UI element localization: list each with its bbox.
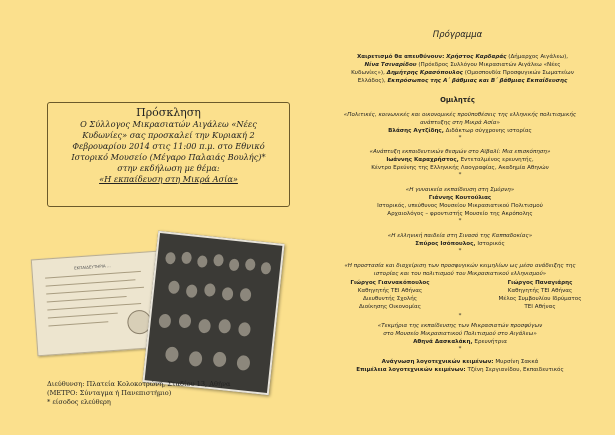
welcome-role: (Δήμαρχος Αιγάλεω), [508, 54, 569, 60]
welcome-section [320, 53, 605, 85]
talk-title: «Ανάπτυξη εκπαιδευτικών θεσμών στο Αϊβαλί: Μια επισκόπηση» [369, 149, 551, 155]
separator-star: * [458, 218, 462, 224]
talk [310, 186, 610, 224]
speaker-name: Βλάσης Αγτζίδης, [388, 128, 444, 134]
talk [310, 148, 610, 178]
invitation-title: Πρόσκληση [136, 106, 201, 119]
metro-line: (ΜΕΤΡΟ: Σύνταγμα ή Πανεπιστήμιο) [47, 389, 172, 397]
invitation-box [47, 102, 290, 207]
speaker-name: Γιώργος Παναγιάρης [507, 280, 573, 286]
speaker-role: Ιστορικός, υπεύθυνος Μουσείου Μικρασιατικού Πολιτισμού [377, 203, 543, 209]
invitation-line: Ιστορικό Μουσείο (Μέγαρο Παλαιάς Βουλής)* [71, 152, 266, 162]
speaker-name: Γιώργος Γιαννακόπουλος [350, 280, 430, 286]
speaker-role: Ερευνήτρια [474, 339, 507, 345]
invitation-topic: «Η εκπαίδευση στη Μικρά Ασία» [99, 174, 238, 184]
address-block [47, 380, 230, 407]
address-line: Διεύθυνση: Πλατεία Κολοκοτρώνη, Σταδίου 13, Αθήνα [47, 380, 231, 388]
speaker-role: Ιστορικός [477, 241, 505, 247]
speaker-role: Διδάκτωρ σύγχρονης ιστορίας [445, 128, 532, 134]
speaker-role: Εντεταλμένος ερευνητής, [460, 157, 534, 163]
invitation-line: στην εκδήλωση με θέμα: [117, 163, 220, 173]
talk-title: «Η ελληνική παιδεία στη Σινασό της Καππαδοκίας» [387, 233, 533, 239]
separator-star: * [458, 346, 462, 352]
welcome-role: (Πρόεδρος Συλλόγου Μικρασιατών Αιγάλεω «Νέες [418, 62, 561, 68]
talk [310, 262, 610, 278]
speaker-name: Ιωάννης Καραχρήστος, [386, 157, 459, 163]
speaker-role: Καθηγητής ΤΕΙ Αθήνας [507, 288, 573, 294]
welcome-heading: Χαιρετισμό θα απευθύνουν: [356, 54, 445, 60]
speaker-role: Κέντρο Ερεύνης της Ελληνικής Λαογραφίας, Ακαδημία Αθηνών [371, 165, 549, 171]
speaker-name: Γιάννης Κουτούλιας [428, 195, 492, 201]
speaker-role: ΤΕΙ Αθήνας [524, 304, 556, 310]
left-panel [0, 0, 300, 435]
welcome-role: (Ομοσπονδία Προσφυγικών Σωματείων [464, 70, 574, 76]
speaker-role: Αρχαιολόγος – φροντιστής Μουσείο της Ακρόπολης [387, 211, 533, 217]
speaker-role: Διευθυντής Σχολής [362, 296, 418, 302]
reading-name: Μυρσίνη Σακκά [495, 359, 539, 365]
separator-star: * [458, 135, 462, 141]
separator-star: * [458, 313, 462, 319]
talk [310, 232, 610, 254]
speaker-name: Σπύρος Ισόπουλος, [415, 241, 476, 247]
invitation-line: Φεβρουαρίου 2014 στις 11:00 π.μ. στο Εθνικό [72, 141, 265, 151]
speakers-title: Ομιλητές [440, 96, 475, 104]
invitation-line: Ο Σύλλογος Μικρασιατών Αιγάλεω «Νέες [80, 119, 257, 129]
speaker-role: Μέλος Συμβουλίου Ιδρύματος [498, 296, 582, 302]
talk-title: ιστορίας και του πολιτισμού του Μικρασιατικού ελληνισμού» [373, 271, 547, 277]
talk-title: «Τεκμήρια της εκπαίδευσης των Μικρασιατών προσφύγων [377, 323, 543, 329]
class-group-photo [142, 231, 284, 395]
speaker-name: Αθηνά Δασκαλάκη, [413, 339, 473, 345]
welcome-person: Χρήστος Καρδαράς [446, 54, 507, 60]
reading-name: Τζένη Σεργιανίδου, Εκπαιδευτικός [467, 367, 564, 373]
talk [310, 322, 610, 352]
invitation-line: Κυδωνίες» σας προσκαλεί την Κυριακή 2 [82, 130, 255, 140]
separator-star: * [458, 172, 462, 178]
reading-label: Ανάγνωση λογοτεχνικών κειμένων: [381, 359, 494, 365]
talk [310, 111, 610, 141]
welcome-person: Δημήτρης Κρασόπουλος [386, 70, 463, 76]
talk-title: «Η προστασία και διαχείριση των προσφυγικών κειμηλίων ως μέσο ανάδειξης της [344, 263, 576, 269]
right-panel [300, 0, 615, 435]
welcome-role: Ελλάδος), [357, 78, 386, 84]
separator-star: * [458, 248, 462, 254]
free-entry-note: * είσοδος ελεύθερη [47, 398, 111, 406]
talk-title: «Η γυναικεία εκπαίδευση στη Σμύρνη» [405, 187, 515, 193]
readings [310, 358, 610, 374]
speaker-role: Καθηγητής ΤΕΙ Αθήνας [357, 288, 423, 294]
speaker-role: Διοίκησης Οικονομίας [358, 304, 421, 310]
certificate-photo [31, 251, 164, 357]
separator [310, 313, 610, 319]
certificate-title: ΕΚΠΑΙΔΕΥΤΗΡΙΑ ... [73, 262, 111, 271]
talk-title: «Πολιτικές, κοινωνικές και οικονομικές προϋποθέσεις της ελληνικής πολιτισμικής [343, 112, 577, 118]
talk-title: ανάπτυξης στη Μικρά Ασία» [420, 120, 500, 126]
reading-label: Επιμέλεια λογοτεχνικών κειμένων: [356, 367, 466, 373]
welcome-person: Εκπρόσωπος της Α΄ βάθμιας και Β΄ βάθμιας Εκπαίδευσης [387, 78, 568, 84]
program-title: Πρόγραμμα [432, 30, 483, 40]
welcome-person: Νίνα Τσιναρίδου [364, 62, 417, 68]
welcome-role: Κυδωνίες»), [351, 70, 385, 76]
talk-title: στο Μουσείο Μικρασιατικού Πολιτισμού στο Αιγάλεω» [383, 331, 537, 337]
